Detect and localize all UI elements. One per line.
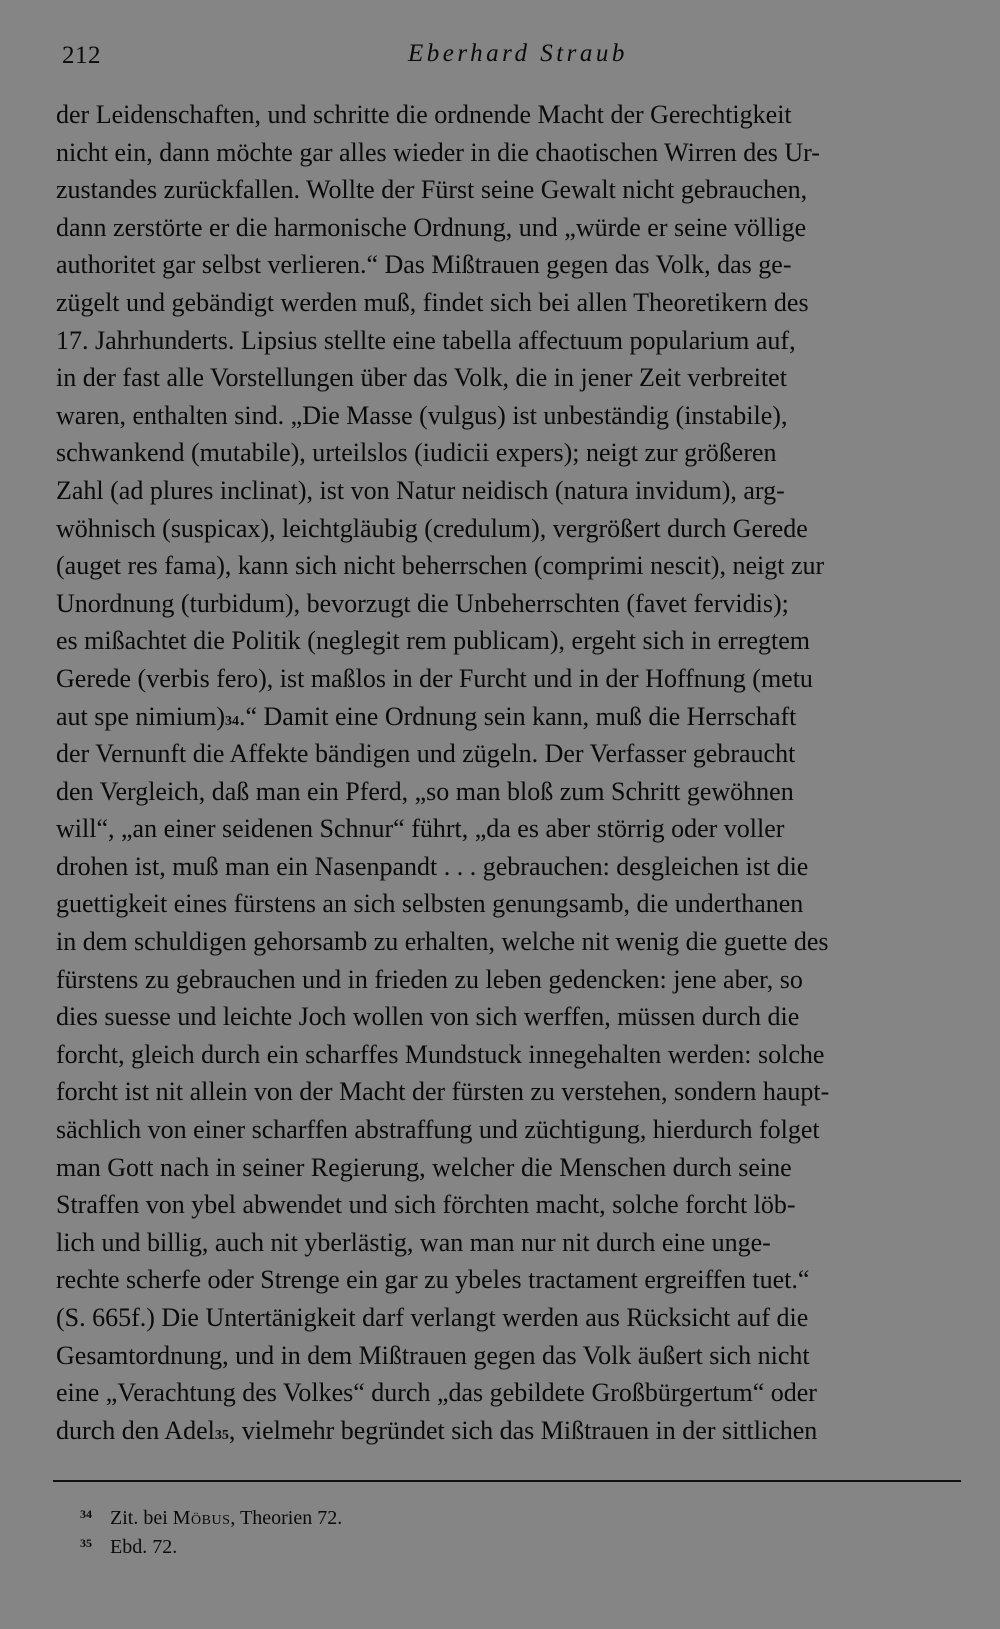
footnote-35: 35 Ebd. 72. — [80, 1529, 342, 1558]
footnote-mark: 35 — [80, 1536, 92, 1550]
text-line: forcht ist nit allein von der Macht der fürsten zu verstehen, sondern haupt- — [56, 1077, 830, 1107]
text-line: will“, „an einer seidenen Schnur“ führt, „da es aber störrig oder voller — [56, 814, 785, 844]
footnote-34: 34 Zit. bei Möbus, Theorien 72. — [80, 1500, 342, 1529]
footnote-mark: 34 — [80, 1507, 92, 1521]
footnotes — [80, 1500, 342, 1558]
text-line: zustandes zurückfallen. Wollte der Fürst seine Gewalt nicht gebrauchen, — [56, 175, 808, 205]
text-line: den Vergleich, daß man ein Pferd, „so man bloß zum Schritt gewöhnen — [56, 776, 794, 806]
text-line: in dem schuldigen gehorsamb zu erhalten, welche nit wenig die guette des — [56, 927, 829, 957]
text-line: waren, enthalten sind. „Die Masse (vulgus) ist unbeständig (instabile), — [56, 400, 788, 430]
footnote-author: Möbus — [172, 1507, 231, 1529]
text-line: drohen ist, muß man ein Nasenpandt . . . gebrauchen: desgleichen ist die — [56, 851, 809, 881]
footnote-divider — [53, 1480, 961, 1482]
text-line: Straffen von ybel abwendet und sich förchten macht, solche forcht löb- — [56, 1190, 796, 1220]
text-line: forcht, gleich durch ein scharffes Mundstuck innegehalten werden: solche — [56, 1039, 825, 1069]
text-line: durch den Adel 35 , vielmehr begründet sich das Mißtrauen in der sittlichen — [56, 1415, 818, 1445]
text-line: in der fast alle Vorstellungen über das Volk, die in jener Zeit verbreitet — [56, 363, 787, 393]
text-line: Gerede (verbis fero), ist maßlos in der Furcht und in der Hoffnung (metu — [56, 663, 813, 693]
text-line: nicht ein, dann möchte gar alles wieder in die chaotischen Wirren des Ur- — [56, 137, 820, 167]
text-line: dann zerstörte er die harmonische Ordnung, und „würde er seine völlige — [56, 212, 807, 242]
text-line: Gesamtordnung, und in dem Mißtrauen gegen das Volk äußert sich nicht — [56, 1340, 810, 1370]
text-line: fürstens zu gebrauchen und in frieden zu leben gedencken: jene aber, so — [56, 964, 803, 994]
text-line: aut spe nimium) 34 .“ Damit eine Ordnung sein kann, muß die Herrschaft — [56, 701, 797, 731]
body-text — [56, 96, 968, 1449]
text-line: der Vernunft die Affekte bändigen und zügeln. Der Verfasser gebraucht — [56, 739, 796, 769]
text-line: eine „Verachtung des Volkes“ durch „das gebildete Großbürgertum“ oder — [56, 1378, 817, 1408]
text-line: authoritet gar selbst verlieren.“ Das Mißtrauen gegen das Volk, das ge- — [56, 250, 792, 280]
text-line: wöhnisch (suspicax), leichtgläubig (credulum), vergrößert durch Gerede — [56, 513, 808, 543]
text-line: zügelt und gebändigt werden muß, findet sich bei allen Theoretikern des — [56, 287, 809, 317]
page-number: 212 — [62, 42, 101, 69]
text-line: rechte scherfe oder Strenge ein gar zu ybeles tractament ergreiffen tuet.“ — [56, 1265, 810, 1295]
text-line: Zahl (ad plures inclinat), ist von Natur neidisch (natura invidum), arg- — [56, 475, 785, 505]
text-line: 17. Jahrhunderts. Lipsius stellte eine tabella affectuum popularium auf, — [56, 325, 796, 355]
running-title: Eberhard Straub — [408, 40, 628, 67]
page-header — [62, 38, 960, 74]
text-line: dies suesse und leichte Joch wollen von sich werffen, müssen durch die — [56, 1002, 800, 1032]
text-line: guettigkeit eines fürstens an sich selbsten genungsamb, die underthanen — [56, 889, 804, 919]
text-line: (S. 665f.) Die Untertänigkeit darf verlangt werden aus Rücksicht auf die — [56, 1303, 809, 1332]
text-line: der Leidenschaften, und schritte die ordnende Macht der Gerechtigkeit — [56, 100, 792, 129]
text-line: (auget res fama), kann sich nicht beherrschen (comprimi nescit), neigt zur — [56, 551, 825, 581]
text-line: es mißachtet die Politik (neglegit rem publicam), ergeht sich in erregtem — [56, 626, 811, 656]
text-line: Unordnung (turbidum), bevorzugt die Unbeherrschten (favet fervidis); — [56, 588, 789, 618]
text-line: schwankend (mutabile), urteilslos (iudicii expers); neigt zur größeren — [56, 438, 777, 468]
text-line: man Gott nach in seiner Regierung, welcher die Menschen durch seine — [56, 1152, 792, 1182]
text-line: lich und billig, auch nit yberlästig, wan man nur nit durch eine unge- — [56, 1227, 771, 1257]
text-line: sächlich von einer scharffen abstraffung und züchtigung, hierdurch folget — [56, 1115, 820, 1145]
